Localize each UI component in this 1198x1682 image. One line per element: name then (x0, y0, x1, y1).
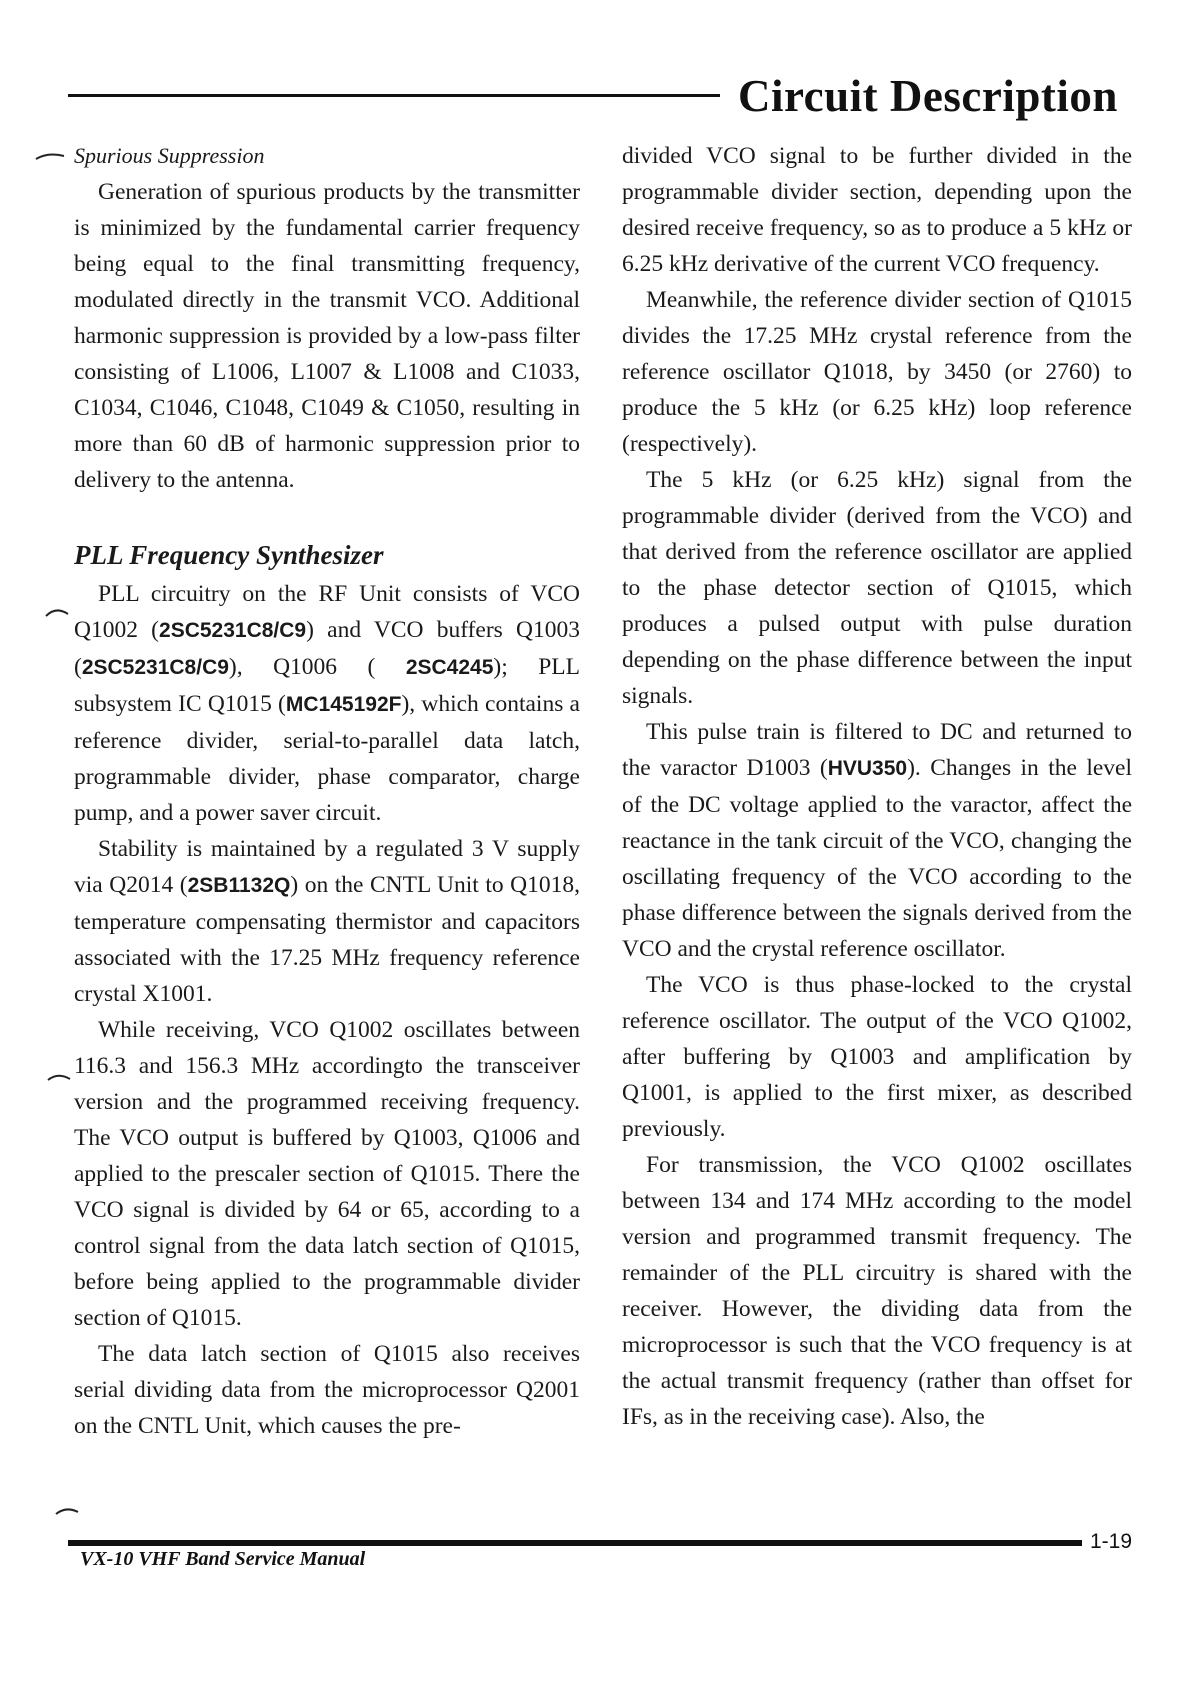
pll-paragraph-3: While receiving, VCO Q1002 oscillates between 116.3 and 156.3 MHz accordingto the transceiver version and the programmed receiving frequency. The VCO output is buffered by Q1003, Q1006 and applied to the prescaler section of Q1015. There the VCO signal is divided by 64 or 65, according to a control signal from the data latch section of Q1015, before being applied to the programmable divider section of Q1015. (74, 1017, 580, 1331)
pll-paragraph-1: PLL circuitry on the RF Unit consists of VCO Q1002 (2SC5231C8/C9) and VCO buffers Q1003 (2SC5231C8/C9), Q1006 ( 2SC4245); PLL subsystem IC Q1015 (MC145192F), which contains a reference divider, serial-to-parallel data latch, programmable divider, phase comparator, charge pump, and a power saver circuit. (74, 581, 581, 826)
right-paragraph-4: This pulse train is filtered to DC and returned to the varactor D1003 (HVU350). Changes in the level of the DC voltage applied to the varactor, affect the reactance in the tank circuit of the VCO, changing the oscillating frequency of the VCO according to the phase difference between the signals derived from the VCO and the crystal reference oscillator. (622, 719, 1132, 962)
part-number: 2SC5231C8/C9 (159, 619, 307, 642)
page-number: 1-19 (1090, 1530, 1133, 1553)
scan-mark-2 (44, 604, 74, 618)
right-paragraph-1: divided VCO signal to be further divided in the programmable divider section, depending upon the desired receive frequency, so as to produce a 5 kHz or 6.25 kHz derivative of the current VCO frequency. (622, 143, 1132, 277)
scan-mark-3 (46, 1070, 76, 1084)
part-number: HVU350 (827, 757, 908, 780)
right-column (622, 138, 1132, 1435)
part-number: 2SC5231C8/C9 (81, 656, 229, 679)
part-number: 2SC4245 (405, 656, 494, 679)
footer-rule (68, 1540, 1082, 1546)
right-paragraph-3: The 5 kHz (or 6.25 kHz) signal from the programmable divider (derived from the VCO) and that derived from the reference oscillator are applied to the phase detector section of Q1015, which produces a pulsed output with pulse duration depending on the phase difference between the input signals. (622, 467, 1132, 709)
right-paragraph-5: The VCO is thus phase-locked to the crystal reference oscillator. The output of the VCO Q1002, after buffering by Q1003 and amplification by Q1001, is applied to the first mixer, as described previously. (622, 972, 1132, 1142)
page-title: Circuit Description (738, 71, 1118, 121)
right-paragraph-2: Meanwhile, the reference divider section of Q1015 divides the 17.25 MHz crystal reference from the reference oscillator Q1018, by 3450 (or 2760) to produce the 5 kHz (or 6.25 kHz) loop reference (respectively). (622, 287, 1132, 457)
part-number: 2SB1132Q (187, 874, 291, 897)
right-paragraph-6: For transmission, the VCO Q1002 oscillates between 134 and 174 MHz according to the model version and programmed transmit frequency. The remainder of the PLL circuitry is shared with the receiver. However, the dividing data from the microprocessor is such that the VCO frequency is at the actual transmit frequency (rather than offset for IFs, as in the receiving case). Also, the (622, 1152, 1132, 1430)
manual-title: VX-10 VHF Band Service Manual (80, 1548, 366, 1570)
scan-mark-4 (54, 1504, 84, 1518)
pll-paragraph-2: Stability is maintained by a regulated 3 V supply via Q2014 (2SB1132Q) on the CNTL Unit to Q1018, temperature compensating thermistor and capacitors associated with the 17.25 MHz frequency reference crystal X1001. (74, 836, 580, 1007)
part-number: MC145192F (285, 693, 402, 716)
spurious-suppression-label: Spurious Suppression (74, 143, 265, 168)
pll-synthesizer-heading: PLL Frequency Synthesizer (74, 540, 384, 570)
left-column (74, 138, 580, 1444)
scan-mark-1 (34, 148, 70, 162)
pll-paragraph-4: The data latch section of Q1015 also receives serial dividing data from the microprocessor Q2001 on the CNTL Unit, which causes the pre- (74, 1341, 580, 1439)
header-rule (68, 94, 720, 97)
spurious-suppression-paragraph: Generation of spurious products by the transmitter is minimized by the fundamental carrier frequency being equal to the final transmitting frequency, modulated directly in the transmit VCO. Additional harmonic suppression is provided by a low-pass filter consisting of L1006, L1007 & L1008 and C1033, C1034, C1046, C1048, C1049 & C1050, resulting in more than 60 dB of harmonic suppression prior to delivery to the antenna. (74, 179, 580, 493)
